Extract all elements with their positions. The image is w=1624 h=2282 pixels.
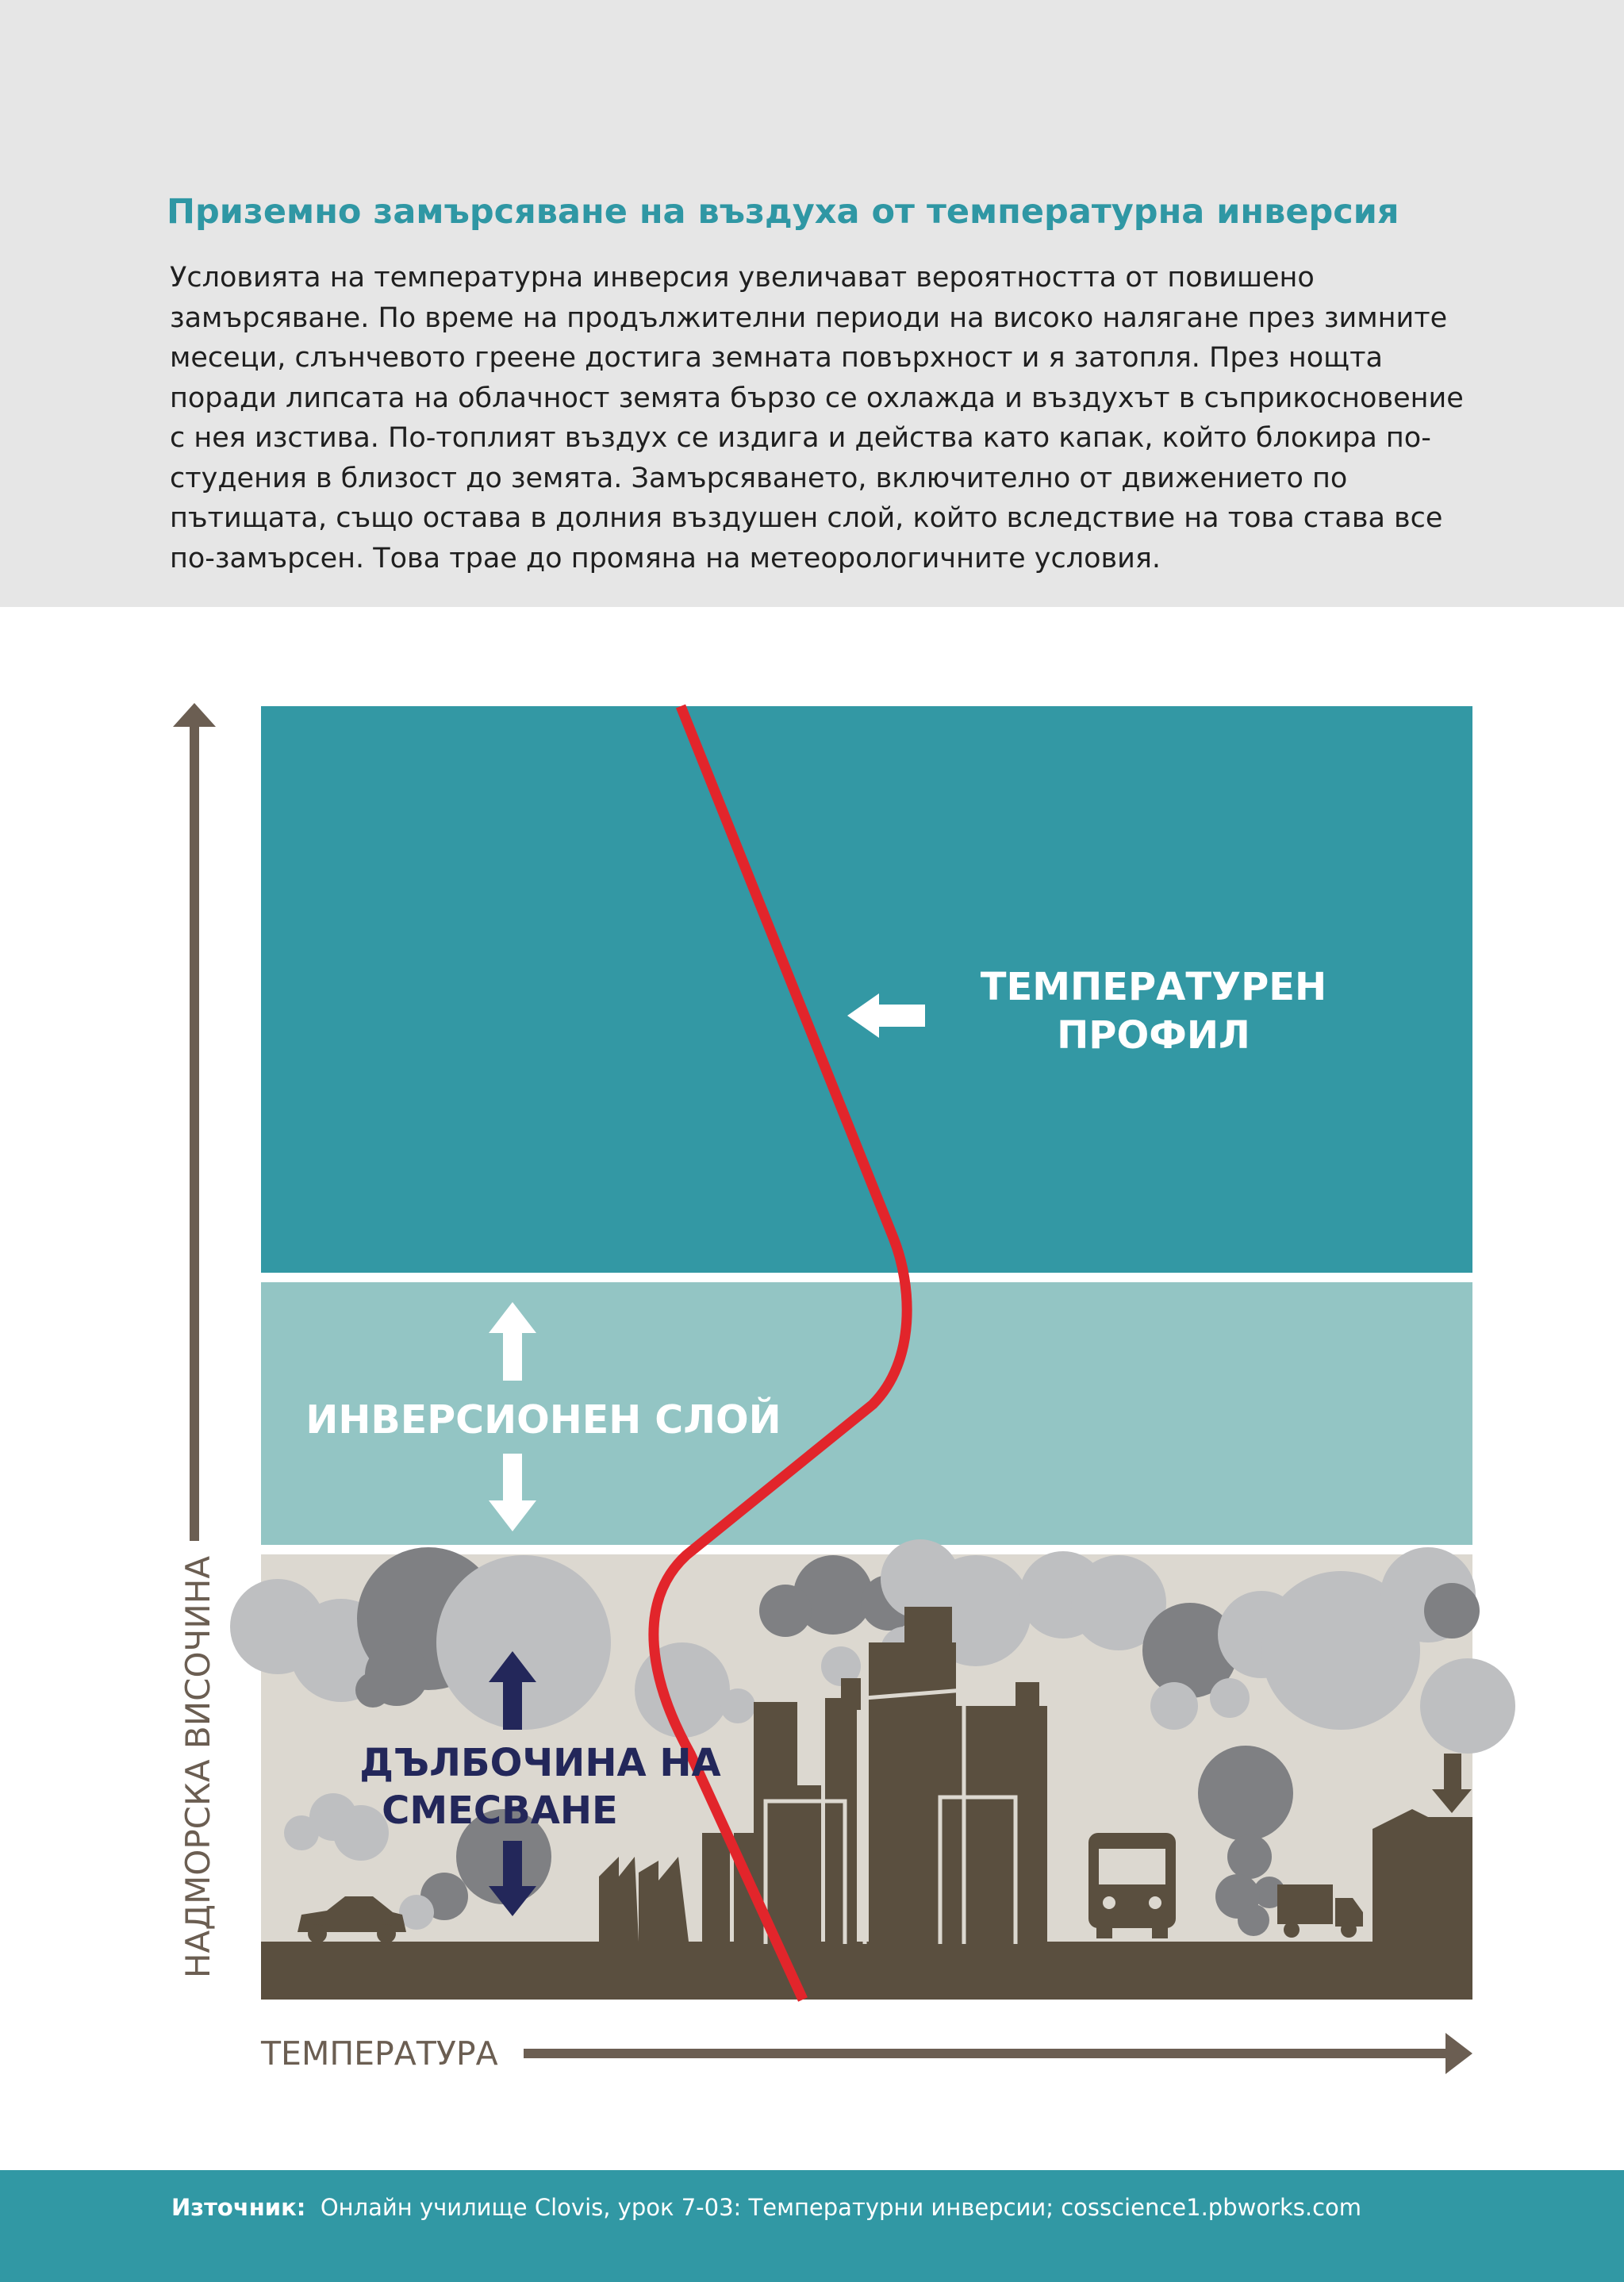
mixing-depth-label-line1: ДЪЛБОЧИНА НА [359, 1741, 721, 1785]
intro-line: месеци, слънчевото греене достига земната повърхност и я затопля. През нощта [170, 342, 1383, 374]
footer-bar [0, 2170, 1624, 2282]
y-axis-label: НАДМОРСКА ВИСОЧИНА [179, 1555, 217, 1979]
profile-label-line2: ПРОФИЛ [1057, 1013, 1250, 1058]
x-axis-arrowhead-icon [1445, 2033, 1472, 2074]
intro-line: по-замърсен. Това трае до промяна на метеорологичните условия. [170, 542, 1161, 574]
intro-line: Условията на температурна инверсия увеличават вероятността от повишено [170, 262, 1315, 294]
mixing-depth-label-line2: СМЕСВАНЕ [382, 1788, 618, 1833]
intro-line: студения в близост до земята. Замърсяването, включително от движението по [170, 462, 1348, 494]
y-axis-arrowhead-icon [173, 703, 216, 727]
inversion-layer-label: ИНВЕРСИОНЕН СЛОЙ [305, 1397, 781, 1443]
intro-line: замърсяване. По време на продължителни периоди на високо налягане през зимните [170, 302, 1448, 334]
intro-line: с нея изстива. По-топлият въздух се издига и действа като капак, който блокира по- [170, 422, 1431, 454]
intro-line: пътищата, също остава в долния въздушен слой, който вследствие на това става все [170, 502, 1443, 534]
source-label: Източник: [171, 2194, 306, 2221]
intro-line: поради липсата на облачност земята бързо се охлажда и въздухът в съприкосновение [170, 382, 1464, 414]
source-citation [171, 2194, 1361, 2221]
x-axis [524, 2033, 1472, 2074]
page-title: Приземно замърсяване на въздуха от температурна инверсия [167, 192, 1399, 232]
source-text: Онлайн училище Clovis, урок 7-03: Температурни инверсии; cosscience1.pbworks.com [320, 2194, 1362, 2221]
profile-label-line1: ТЕМПЕРАТУРЕН [980, 965, 1327, 1009]
y-axis [173, 703, 216, 1541]
x-axis-label: ТЕМПЕРАТУРА [261, 2034, 498, 2073]
bus-icon [1088, 1833, 1176, 1938]
